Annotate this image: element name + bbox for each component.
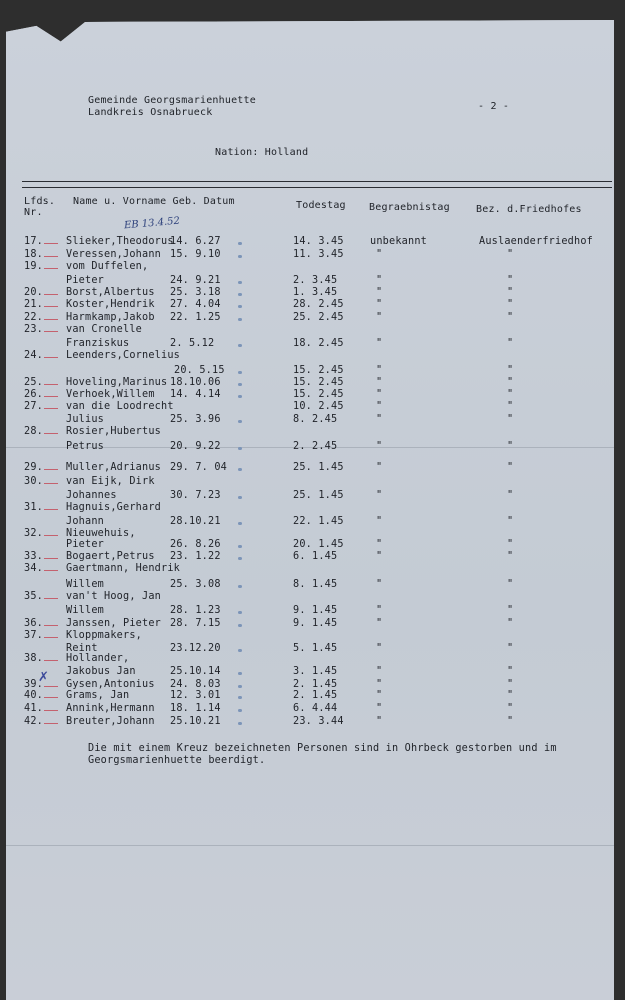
person-name: van Cronelle [66, 324, 143, 335]
pencil-dot [238, 468, 242, 471]
death-date: 2. 2.45 [293, 441, 338, 452]
person-name: Jakobus Jan [66, 666, 136, 677]
pencil-dot [238, 709, 242, 712]
pencil-dot [238, 255, 242, 258]
nation-heading: Nation: Holland [215, 147, 309, 158]
birth-date: 25. 3.08 [170, 579, 221, 590]
person-name: Muller,Adrianus [66, 462, 162, 473]
person-name: Rosier,Hubertus [66, 426, 162, 437]
pencil-dot [238, 344, 242, 347]
municipality: Gemeinde Georgsmarienhuette [88, 95, 256, 106]
person-name: Petrus [66, 441, 105, 452]
pencil-dot [238, 624, 242, 627]
cemetery-name: " [507, 679, 514, 690]
table-top-rule-2 [22, 187, 612, 188]
red-check-mark [44, 331, 58, 332]
birth-date: 12. 3.01 [170, 690, 221, 701]
person-name: Franziskus [66, 338, 130, 349]
death-date: 9. 1.45 [293, 618, 338, 629]
birth-date: 30. 7.23 [170, 490, 221, 501]
burial-date: " [376, 287, 383, 298]
burial-date: " [376, 377, 383, 388]
death-date: 10. 2.45 [293, 401, 344, 412]
death-date: 2. 3.45 [293, 275, 338, 286]
person-name: Johannes [66, 490, 117, 501]
row-number: 35. [24, 591, 44, 602]
burial-date: " [376, 401, 383, 412]
col-header-burial: Begraebnistag [369, 202, 450, 213]
row-number: 41. [24, 703, 44, 714]
cemetery-name: " [507, 643, 514, 654]
red-check-mark [44, 570, 58, 571]
red-check-mark [44, 396, 58, 397]
burial-date: " [376, 666, 383, 677]
person-name: Gaertmann, Hendrik [66, 563, 181, 574]
birth-date: 25. 3.18 [170, 287, 221, 298]
person-name: Gysen,Antonius [66, 679, 155, 690]
handwritten-annotation: EB 13.4.52 [123, 215, 181, 232]
person-name: Pieter [66, 275, 105, 286]
birth-date: 29. 7. 04 [170, 462, 228, 473]
burial-date: " [376, 338, 383, 349]
person-name: Johann [66, 516, 105, 527]
burial-date: " [376, 579, 383, 590]
birth-date: 20. 5.15 [174, 365, 225, 376]
person-name: Koster,Hendrik [66, 299, 155, 310]
row-number: 28. [24, 426, 44, 437]
pencil-dot [238, 383, 242, 386]
red-check-mark [44, 433, 58, 434]
death-date: 2. 1.45 [293, 679, 338, 690]
birth-date: 28. 1.23 [170, 605, 221, 616]
person-name: Julius [66, 414, 105, 425]
birth-date: 28.10.21 [170, 516, 221, 527]
red-check-mark [44, 408, 58, 409]
red-check-mark [44, 384, 58, 385]
row-number: 20. [24, 287, 44, 298]
person-name: Annink,Hermann [66, 703, 155, 714]
death-date: 25. 1.45 [293, 462, 344, 473]
burial-date: " [376, 551, 383, 562]
person-name: Leenders,Cornelius [66, 350, 181, 361]
red-check-mark [44, 357, 58, 358]
birth-date: 2. 5.12 [170, 338, 215, 349]
burial-date: " [376, 716, 383, 727]
burial-date: " [376, 365, 383, 376]
cemetery-name: " [507, 539, 514, 550]
col-header-death: Todestag [296, 200, 346, 211]
footnote-line-2: Georgsmarienhuette beerdigt. [88, 755, 266, 766]
page-number: - 2 - [478, 101, 510, 112]
death-date: 8. 2.45 [293, 414, 338, 425]
person-name: Hagnuis,Gerhard [66, 502, 162, 513]
pencil-dot [238, 722, 242, 725]
person-name: Pieter [66, 539, 105, 550]
person-name: Willem [66, 579, 105, 590]
burial-date: " [376, 605, 383, 616]
cemetery-name: " [507, 666, 514, 677]
cemetery-name: " [507, 618, 514, 629]
red-check-mark [44, 558, 58, 559]
red-check-mark [44, 509, 58, 510]
col-header-no-2: Nr. [24, 207, 43, 218]
pencil-dot [238, 281, 242, 284]
pencil-dot [238, 557, 242, 560]
burial-date: " [376, 679, 383, 690]
pencil-dot [238, 672, 242, 675]
row-number: 32. [24, 528, 44, 539]
cemetery-name: " [507, 690, 514, 701]
row-number: 38. [24, 653, 44, 664]
row-number: 22. [24, 312, 44, 323]
row-number: 17. [24, 236, 44, 247]
birth-date: 24. 9.21 [170, 275, 221, 286]
row-number: 26. [24, 389, 44, 400]
person-name: van die Loodrecht [66, 401, 174, 412]
cemetery-name: " [507, 287, 514, 298]
birth-date: 18. 1.14 [170, 703, 221, 714]
row-number: 21. [24, 299, 44, 310]
burial-date: unbekannt [370, 236, 428, 247]
district: Landkreis Osnabrueck [88, 107, 213, 118]
row-number: 39. [24, 679, 44, 690]
burial-date: " [376, 490, 383, 501]
red-check-mark [44, 723, 58, 724]
row-number: 31. [24, 502, 44, 513]
burial-date: " [376, 690, 383, 701]
row-number: 34. [24, 563, 44, 574]
birth-date: 26. 8.26 [170, 539, 221, 550]
death-date: 25. 1.45 [293, 490, 344, 501]
person-name: vom Duffelen, [66, 261, 149, 272]
burial-date: " [376, 312, 383, 323]
birth-date: 18.10.06 [170, 377, 221, 388]
cemetery-name: " [507, 338, 514, 349]
death-date: 18. 2.45 [293, 338, 344, 349]
birth-date: 27. 4.04 [170, 299, 221, 310]
pencil-dot [238, 242, 242, 245]
row-number: 27. [24, 401, 44, 412]
death-date: 5. 1.45 [293, 643, 338, 654]
cemetery-name: " [507, 441, 514, 452]
death-date: 6. 1.45 [293, 551, 338, 562]
red-check-mark [44, 469, 58, 470]
death-date: 15. 2.45 [293, 365, 344, 376]
red-check-mark [44, 243, 58, 244]
pencil-dot [238, 371, 242, 374]
burial-date: " [376, 539, 383, 550]
table-top-rule [22, 181, 612, 182]
pencil-dot [238, 305, 242, 308]
cemetery-name: " [507, 551, 514, 562]
red-check-mark [44, 660, 58, 661]
cemetery-name: " [507, 377, 514, 388]
row-number: 29. [24, 462, 44, 473]
death-date: 23. 3.44 [293, 716, 344, 727]
person-name: Bogaert,Petrus [66, 551, 155, 562]
death-date: 9. 1.45 [293, 605, 338, 616]
person-name: Breuter,Johann [66, 716, 155, 727]
row-number: 19. [24, 261, 44, 272]
red-check-mark [44, 319, 58, 320]
death-date: 15. 2.45 [293, 389, 344, 400]
burial-date: " [376, 618, 383, 629]
person-name: Verhoek,Willem [66, 389, 155, 400]
birth-date: 23. 1.22 [170, 551, 221, 562]
red-check-mark [44, 483, 58, 484]
cemetery-name: " [507, 703, 514, 714]
cemetery-name: " [507, 275, 514, 286]
burial-date: " [376, 703, 383, 714]
pencil-dot [238, 585, 242, 588]
birth-date: 22. 1.25 [170, 312, 221, 323]
pencil-dot [238, 522, 242, 525]
cross-mark: ✗ [38, 670, 49, 685]
row-number: 25. [24, 377, 44, 388]
person-name: Hoveling,Marinus [66, 377, 168, 388]
red-check-mark [44, 637, 58, 638]
pencil-dot [238, 611, 242, 614]
burial-date: " [376, 643, 383, 654]
pencil-dot [238, 545, 242, 548]
cemetery-name: " [507, 365, 514, 376]
pencil-dot [238, 318, 242, 321]
pencil-dot [238, 420, 242, 423]
row-number: 24. [24, 350, 44, 361]
pencil-dot [238, 685, 242, 688]
cemetery-name: " [507, 312, 514, 323]
row-number: 18. [24, 249, 44, 260]
person-name: van't Hoog, Jan [66, 591, 162, 602]
person-name: Hollander, [66, 653, 130, 664]
birth-date: 25.10.14 [170, 666, 221, 677]
red-check-mark [44, 686, 58, 687]
cemetery-name: " [507, 490, 514, 501]
person-name: van Eijk, Dirk [66, 476, 155, 487]
cemetery-name: " [507, 414, 514, 425]
birth-date: 28. 7.15 [170, 618, 221, 629]
burial-date: " [376, 275, 383, 286]
red-check-mark [44, 294, 58, 295]
red-check-mark [44, 268, 58, 269]
row-number: 40. [24, 690, 44, 701]
burial-date: " [376, 414, 383, 425]
person-name: Borst,Albertus [66, 287, 155, 298]
cemetery-name: " [507, 249, 514, 260]
row-number: 33. [24, 551, 44, 562]
burial-date: " [376, 462, 383, 473]
cemetery-name: " [507, 579, 514, 590]
burial-date: " [376, 299, 383, 310]
burial-date: " [376, 441, 383, 452]
birth-date: 24. 8.03 [170, 679, 221, 690]
death-date: 11. 3.45 [293, 249, 344, 260]
row-number: 23. [24, 324, 44, 335]
row-number: 37. [24, 630, 44, 641]
person-name: Willem [66, 605, 105, 616]
cemetery-name: " [507, 516, 514, 527]
person-name: Janssen, Pieter [66, 618, 162, 629]
red-check-mark [44, 535, 58, 536]
death-date: 15. 2.45 [293, 377, 344, 388]
red-check-mark [44, 710, 58, 711]
birth-date: 25.10.21 [170, 716, 221, 727]
red-check-mark [44, 306, 58, 307]
red-check-mark [44, 697, 58, 698]
col-header-no-1: Lfds. [24, 196, 56, 207]
pencil-dot [238, 649, 242, 652]
birth-date: 14. 4.14 [170, 389, 221, 400]
burial-date: " [376, 249, 383, 260]
birth-date: 25. 3.96 [170, 414, 221, 425]
birth-date: 14. 6.27 [170, 236, 221, 247]
birth-date: 20. 9.22 [170, 441, 221, 452]
death-date: 20. 1.45 [293, 539, 344, 550]
burial-date: " [376, 516, 383, 527]
cemetery-name: " [507, 605, 514, 616]
birth-date: 15. 9.10 [170, 249, 221, 260]
birth-date: 23.12.20 [170, 643, 221, 654]
death-date: 22. 1.45 [293, 516, 344, 527]
death-date: 1. 3.45 [293, 287, 338, 298]
person-name: Veressen,Johann [66, 249, 162, 260]
person-name: Slieker,Theodorus [66, 236, 174, 247]
cemetery-name: " [507, 299, 514, 310]
person-name: Kloppmakers, [66, 630, 143, 641]
cemetery-name: " [507, 462, 514, 473]
death-date: 14. 3.45 [293, 236, 344, 247]
footnote-line-1: Die mit einem Kreuz bezeichneten Personen sind in Ohrbeck gestorben und im [88, 743, 557, 754]
col-header-name-birth: Name u. Vorname Geb. Datum [73, 196, 235, 207]
person-name: Harmkamp,Jakob [66, 312, 155, 323]
col-header-cemetery: Bez. d.Friedhofes [476, 204, 582, 215]
person-name: Nieuwehuis, [66, 528, 136, 539]
death-date: 3. 1.45 [293, 666, 338, 677]
burial-date: " [376, 389, 383, 400]
cemetery-name: " [507, 716, 514, 727]
pencil-dot [238, 696, 242, 699]
pencil-dot [238, 293, 242, 296]
row-number: 42. [24, 716, 44, 727]
death-date: 6. 4.44 [293, 703, 338, 714]
red-check-mark [44, 256, 58, 257]
death-date: 28. 2.45 [293, 299, 344, 310]
pencil-dot [238, 395, 242, 398]
row-number: 30. [24, 476, 44, 487]
person-name: Reint [66, 643, 98, 654]
red-check-mark [44, 625, 58, 626]
death-date: 8. 1.45 [293, 579, 338, 590]
person-name: Grams, Jan [66, 690, 130, 701]
pencil-dot [238, 447, 242, 450]
death-date: 2. 1.45 [293, 690, 338, 701]
cemetery-name: Auslaenderfriedhof [479, 236, 594, 247]
death-date: 25. 2.45 [293, 312, 344, 323]
red-check-mark [44, 598, 58, 599]
cemetery-name: " [507, 401, 514, 412]
pencil-dot [238, 496, 242, 499]
fold-line [6, 845, 614, 846]
cemetery-name: " [507, 389, 514, 400]
row-number: 36. [24, 618, 44, 629]
